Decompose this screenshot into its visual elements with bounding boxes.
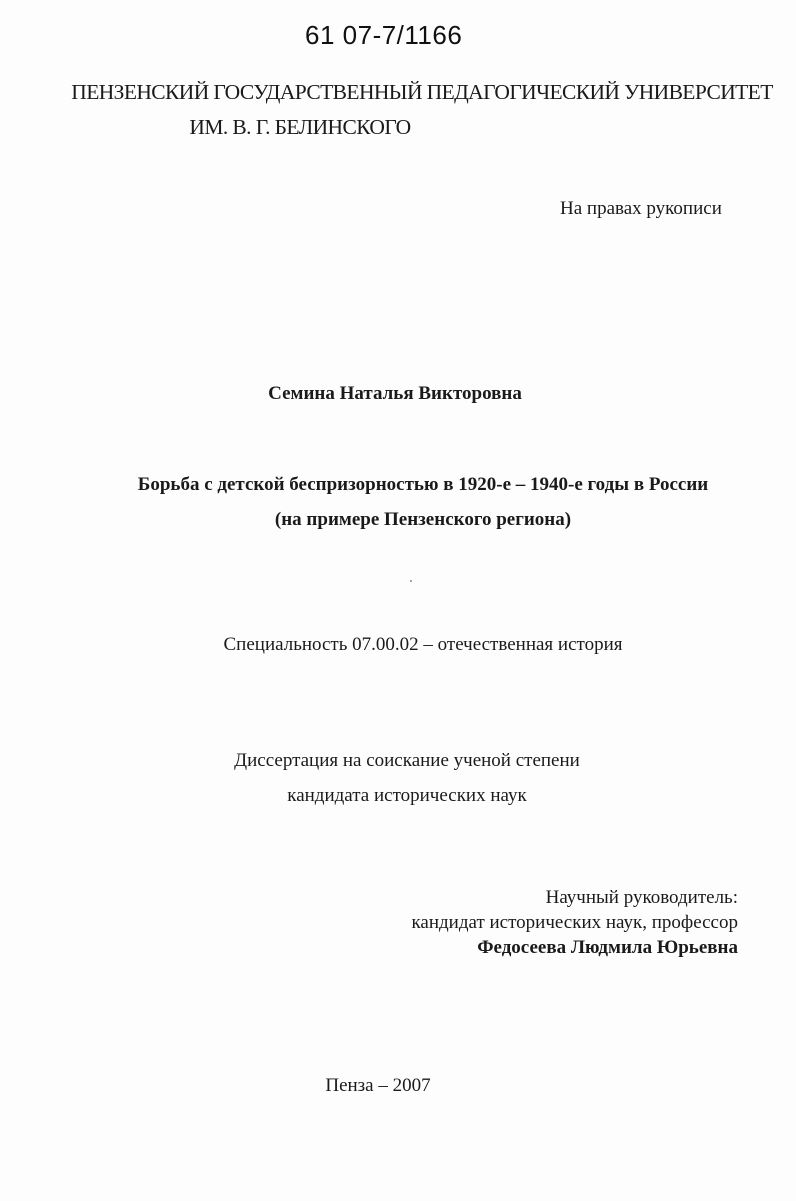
archive-stamp-number: 61 07-7/1166 bbox=[305, 20, 463, 50]
dissertation-title-line-1: Борьба с детской беспризорностью в 1920-е – 1940-е годы в России bbox=[137, 474, 709, 495]
degree-line-1: Диссертация на соискание ученой степени bbox=[234, 750, 580, 771]
scan-speck bbox=[410, 580, 412, 582]
university-name-line-1: ПЕНЗЕНСКИЙ ГОСУДАРСТВЕННЫЙ ПЕДАГОГИЧЕСКИЙ УНИВЕРСИТЕТ bbox=[71, 80, 773, 104]
university-name-line-2: ИМ. В. Г. БЕЛИНСКОГО bbox=[189, 115, 411, 139]
dissertation-title-line-2: (на примере Пензенского региона) bbox=[274, 509, 572, 530]
author-name: Семина Наталья Викторовна bbox=[268, 383, 522, 404]
degree-line-2: кандидата исторических наук bbox=[287, 785, 527, 806]
place-and-year: Пенза – 2007 bbox=[325, 1075, 431, 1096]
speciality: Специальность 07.00.02 – отечественная история bbox=[223, 634, 623, 655]
supervisor-label: Научный руководитель: bbox=[545, 887, 738, 908]
supervisor-name: Федосеева Людмила Юрьевна bbox=[477, 937, 738, 958]
manuscript-rights-note: На правах рукописи bbox=[560, 198, 722, 219]
supervisor-credentials: кандидат исторических наук, профессор bbox=[411, 912, 738, 933]
